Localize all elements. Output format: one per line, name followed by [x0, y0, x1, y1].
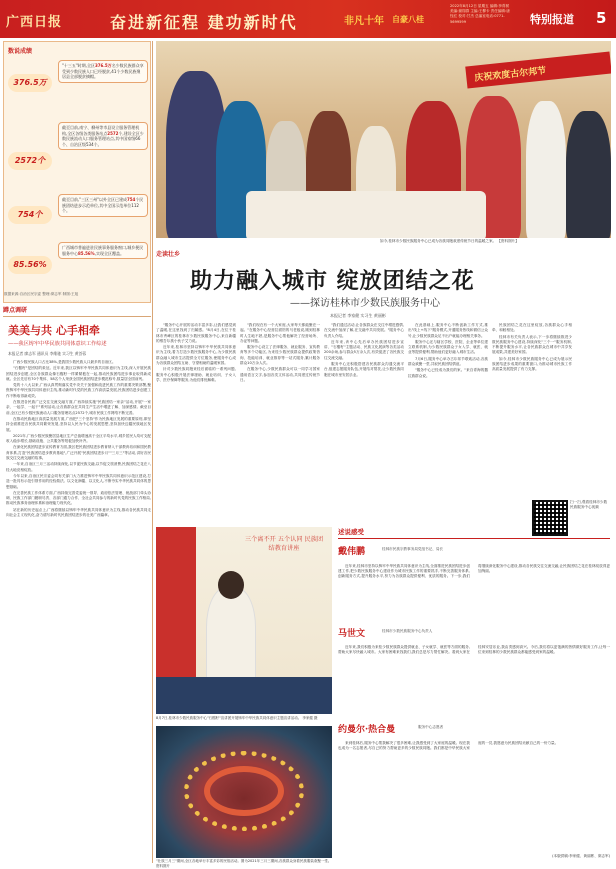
stats-sidebar	[3, 41, 151, 303]
article-column: "我们通过活动,让各族群众在交往中增进感情,在交流中加深了解,在交融中共同发展。"服务中心负责人介绍。 近年来,该中心先后举办民族团结进步宣讲、"石榴籽"主题活动、民族文化展演等各类活动200余场,参与群众5万余人次,有效促进了各民族交往交流交融。 服务中心还积极搭建各民族群众沟通交流平台,组建志愿服务队伍,开展结对帮扶,让少数民族同胞在城市里安居乐业。	[324, 323, 404, 377]
paragraph: 在推进各民族广泛交往交流交融方面,广西持续实施"民族团结一家亲"活动,开展"一家亲、一起学、一起干"系列活动,让各族群众在共同生产生活中增进了解、加深感情。截至目前,全区已有少数民族流动人口服务管理站点2572个,城市民族工作网络不断完善。	[6, 400, 151, 415]
stats-heading: 数说成绩	[8, 48, 33, 55]
section-tag: 蹲点调研	[3, 307, 28, 314]
stat-text: 广西城市普遍进驻民族事务服务窗口,城乡便民服务中心85.56%,实现全区覆盖。	[58, 242, 148, 259]
commenter-name: 马世文	[338, 629, 366, 639]
article-column: 民族团结之花在这里绽放,各族群众心手相牵、和睦相处。 桂林市有关负责人表示,下一步将继续推进少数民族服务中心建设,持续深化"三个一"服务机制,不断提升服务水平,让各民族群众在城市中共享发展成果,共建美好家园。 如今,桂林市少数民族服务中心已成为展示民族团结进步成果的重要窗口,为推动城市民族工作高质量发展提供了有力支撑。	[492, 323, 572, 372]
audience	[156, 677, 332, 714]
paragraph: 在推动民族地区高质量发展方面,广西把"三个坚持"作为民族地区发展的重要原则,即坚持全面推进各民族共同繁荣发展,坚持以人民为中心的发展思想,坚持加快边疆民族地区发展。	[6, 416, 151, 432]
commenter-name: 约曼尔·热合曼	[338, 725, 396, 735]
masthead	[0, 0, 616, 38]
main-byline: 本报记者 李家健 实习生 黄丽彬	[330, 313, 386, 318]
editor-credit: (本版供稿:李家健、黄丽彬、廖志军)	[552, 854, 610, 858]
commenter-role: 桂林市民族宗教事务局党组书记、局长	[382, 547, 444, 551]
paragraph: 今年以来,自治区民宗委会同有关部门大力推进铸牢中华民族共同体意识示范区建设,打造一批具有示范引领作用的经验做法。以文化润疆、以文化人,不断夯实中华民族共同体的思想基础。	[6, 473, 151, 489]
paragraph: 在完善民族工作体系方面,广西持续完善党委统一领导、政府依法管理、统战部门牵头协调、民族工作部门履职尽责、各部门通力合作、全社会共同参与的新时代党的民族工作格局,推动民族事务治理体系和治理能力现代化。	[6, 490, 151, 506]
left-article-title: 美美与共 心手相牵	[8, 324, 100, 337]
column-divider	[152, 41, 153, 863]
commenter-role: 桂林市少数民族服务中心负责人	[382, 629, 433, 633]
stat-text: 截至目前,"三区三州"以外全区已建成754个民族团结进步示范单位,其中全国示范单位112个。	[58, 194, 148, 217]
commenter-name: 戴伟鹏	[338, 547, 366, 557]
commenter-role: 服务中心志愿者	[418, 725, 444, 729]
stats-credit: 数据来源:自治区民宗委 整理:廖志军 制图:王旭	[4, 292, 79, 296]
festival-photo	[156, 41, 611, 238]
paragraph: 在深化民族团结进步宣传教育方面,我区把民族团结进步教育纳入干部教育培训和国民教育体系,打造"民族团结进步教育基地",广泛开展"民族团结进步月""三月三"等活动,讲好各民族交往交流交融的故事。	[6, 445, 151, 461]
newspaper-logo: 广西日报	[6, 15, 63, 30]
masthead-slogan-ten-years: 非凡十年	[344, 16, 384, 27]
paragraph: 党的十八大以来,广西认真贯彻落实党中央关于加强和改进民族工作的重要决策部署,聚焦铸牢中华民族共同体意识主线,推动新时代党的民族工作高质量发展,民族团结进步创建工作不断取得新成效。	[6, 383, 151, 398]
main-headline: 助力融入城市 绽放团结之花	[190, 268, 475, 294]
comments-heading: 述说感受	[338, 527, 610, 539]
article-column: 在此基础上,服务中心不断创新工作方式,推出"线上+线下"服务模式,开通服务热线和微信公众号,让少数民族群众足不出户就能办理相关事务。 服务中心还与辖区学校、医院、企业等单位建立联系机制,为少数民族群众子女入学、就医、就业等提供便利,帮助他们更好融入城市生活。 7月6日,服务中心举办古尔邦节联欢活动,各族群众欢聚一堂,共叙民族团结情谊。 "服务中心已经成为我们的家。"来自青海的撒拉族群众说。	[408, 323, 488, 378]
left-article-subtitle: ——我区铸牢中华民族共同体意识工作综述	[8, 341, 107, 347]
stat-number: 85.56%	[8, 256, 52, 274]
kicker: 走读壮乡	[156, 251, 181, 258]
left-article-body	[6, 360, 151, 862]
left-article-byline: 本报记者 廖志军 通讯员 李维驰 实习生 黄荟蓉	[8, 351, 87, 356]
stat-text: "十三五"时期,全区376.5万名少数民族群众享受到少数民族人口已经脱贫,41个少数民族聚居县全部脱贫摘帽。	[58, 60, 148, 83]
section-title: 特别报道	[530, 13, 574, 26]
comment-text: 近年来,我们积极为来桂少数民族群众提供就业、子女就学、就医等方面的服务,帮助大家尽快融入城市。大家有困难来找我们,我们总是尽力帮忙解决。看到大家在桂林安居乐业,我由衷感到高兴。今后,我们将以更饱满的热情做好服务工作,让每一位来到桂林的少数民族群众都能感受到家的温暖。	[338, 645, 610, 655]
paragraph: "石榴籽"是团结的象征。近年来,我区以铸牢中华民族共同体意识为主线,深入开展民族团结进步创建,全区各族群众像石榴籽一样紧紧抱在一起,推动民族团结进步事业取得新成就。全区先后有70个集体、58名个人荣获全国民族团结进步模范称号,数量居全国前列。	[6, 366, 151, 381]
article-column: "服务中心开展的活动丰富多彩,让我们感觉到了温暖,在这里找到了归属感。"8月4日,在位于桂林市秀峰区的桂林市少数民族服务中心,来自新疆的维吾尔族小伙子艾力说。 近年来,桂林市坚持以铸牢中华民族共同体意识为主线,着力打造少数民族服务中心,为少数民族群众融入城市生活提供全方位服务,使服务中心成为各族群众团结互助、守望相助的温暖家园。 针对少数民族同胞来桂后面临的一系列问题,服务中心积极开展法律援助、就业培训、子女入学、医疗保障等服务,为他们排忧解难。	[156, 323, 236, 382]
stat-text: 截至目前,南宁、柳州等市县设立服务管理机构,全区各级各类服务站点2572个,建设全区少数民族流动人口服务管理站点,其中国家级66个、自治区级534个。	[58, 122, 148, 150]
comment-text: 来到桂林后,服务中心帮我解决了很多困难,让我感受到了大家庭的温暖。现在我也成为一名志愿者,尽自己的努力帮助更多的少数民族同胞。我们都是中华民族大家庭的一员,我愿意为民族团结贡献自己的一份力量。	[338, 741, 559, 751]
paragraph: 站在新的历史起点上,广西将继续以铸牢中华民族共同体意识为主线,推动各民族共同走向社会主义现代化,奋力谱写新时代民族团结进步的壮美广西篇章。	[6, 507, 151, 518]
paragraph: 广西少数民族人口占比38%,是我国少数民族人口最多的自治区。	[13, 360, 116, 364]
festival-banner: 庆祝欢度古尔邦节	[465, 51, 611, 88]
main-subheadline: ——探访桂林市少数民族服务中心	[290, 298, 440, 309]
bot-photo-caption: "壮族三月三"期间,全区各地举行丰富多彩的民俗活动。图为2021年三月三期间,各族群众身着民族服装欢聚一堂。 资料图片	[156, 859, 332, 868]
divider	[3, 316, 151, 317]
mid-photo-caption: 8月7日,桂林市少数民族服务中心"石榴籽"宣讲团开展铸牢中华民族共同体意识主题宣讲活动。 李家健 摄	[156, 716, 318, 720]
paragraph: 一年来,自治区三月三活动持续深化,以节促民族交融,以节促文旅消费,民族团结之花在八桂大地竞相绽放。	[6, 462, 151, 472]
comment-text: 近年来,桂林市坚持以铸牢中华民族共同体意识为主线,全面推进民族团结进步创建工作,把少数民族服务中心建设作为城市民族工作的重要抓手,不断完善服务体系,创新服务方式,提升服务水平,努力为各族群众提供便利、优质的服务。下一步,我们将继续深化服务中心建设,推动各民族交往交流交融,让民族团结之花在桂林绽放得更加绚丽。	[338, 564, 610, 579]
stat-number: 2572个	[8, 152, 52, 170]
wall-slogan: 三个离不开 五个认同 民族团结教育讲座	[244, 536, 324, 552]
outer-circle	[184, 751, 304, 831]
masthead-slogan: 奋进新征程 建功新时代	[110, 13, 298, 32]
page-number: 5	[596, 9, 607, 27]
masthead-slogan-proud: 自豪八桂	[392, 15, 424, 24]
stat-number: 376.5万	[8, 74, 52, 92]
paragraph: 2021年,广西少数民族聚居县地区生产总值增速高于全区平均水平,城乡居民人均可支配收入稳步增长,基础设施、公共服务等短板加快补齐。	[6, 433, 151, 444]
table	[246, 191, 486, 238]
qr-code-label: 扫一扫,观看桂林市少数民族服务中心视频	[570, 500, 608, 509]
publication-info: 2022年8月12日 星期五 编辑:李青树 美编:谢翔群 主编:王柳卡 责任编辑:唐钰红 校对:甘杰 总编室电话:0771-5699599	[450, 4, 510, 24]
top-photo-caption: 如今,桂林市少数民族服务中心已成为各族同胞欢度传统节日的温暖之家。 【资料图片】	[380, 239, 519, 243]
stat-number: 754个	[8, 206, 52, 224]
festival-crowd-photo	[156, 726, 332, 858]
lecture-photo	[156, 527, 332, 714]
article-column: "我们现在有一个大家庭,大家每天都能聚在一起。"在服务中心经营拉面馆的马老板说,刚到桂林时人生地不熟,是服务中心帮他解决了经营场所、办证等问题。 服务中心设立了法律服务、就业服务、宣传教育等多个功能区,为来桂少数民族群众提供政策咨询、技能培训、就业推荐等一站式服务,累计服务群众10万余人次。 在服务中心,少数民族群众可以一同学习国家通用语言文字,参加各类文体活动,共同度过传统节日。	[240, 323, 320, 382]
